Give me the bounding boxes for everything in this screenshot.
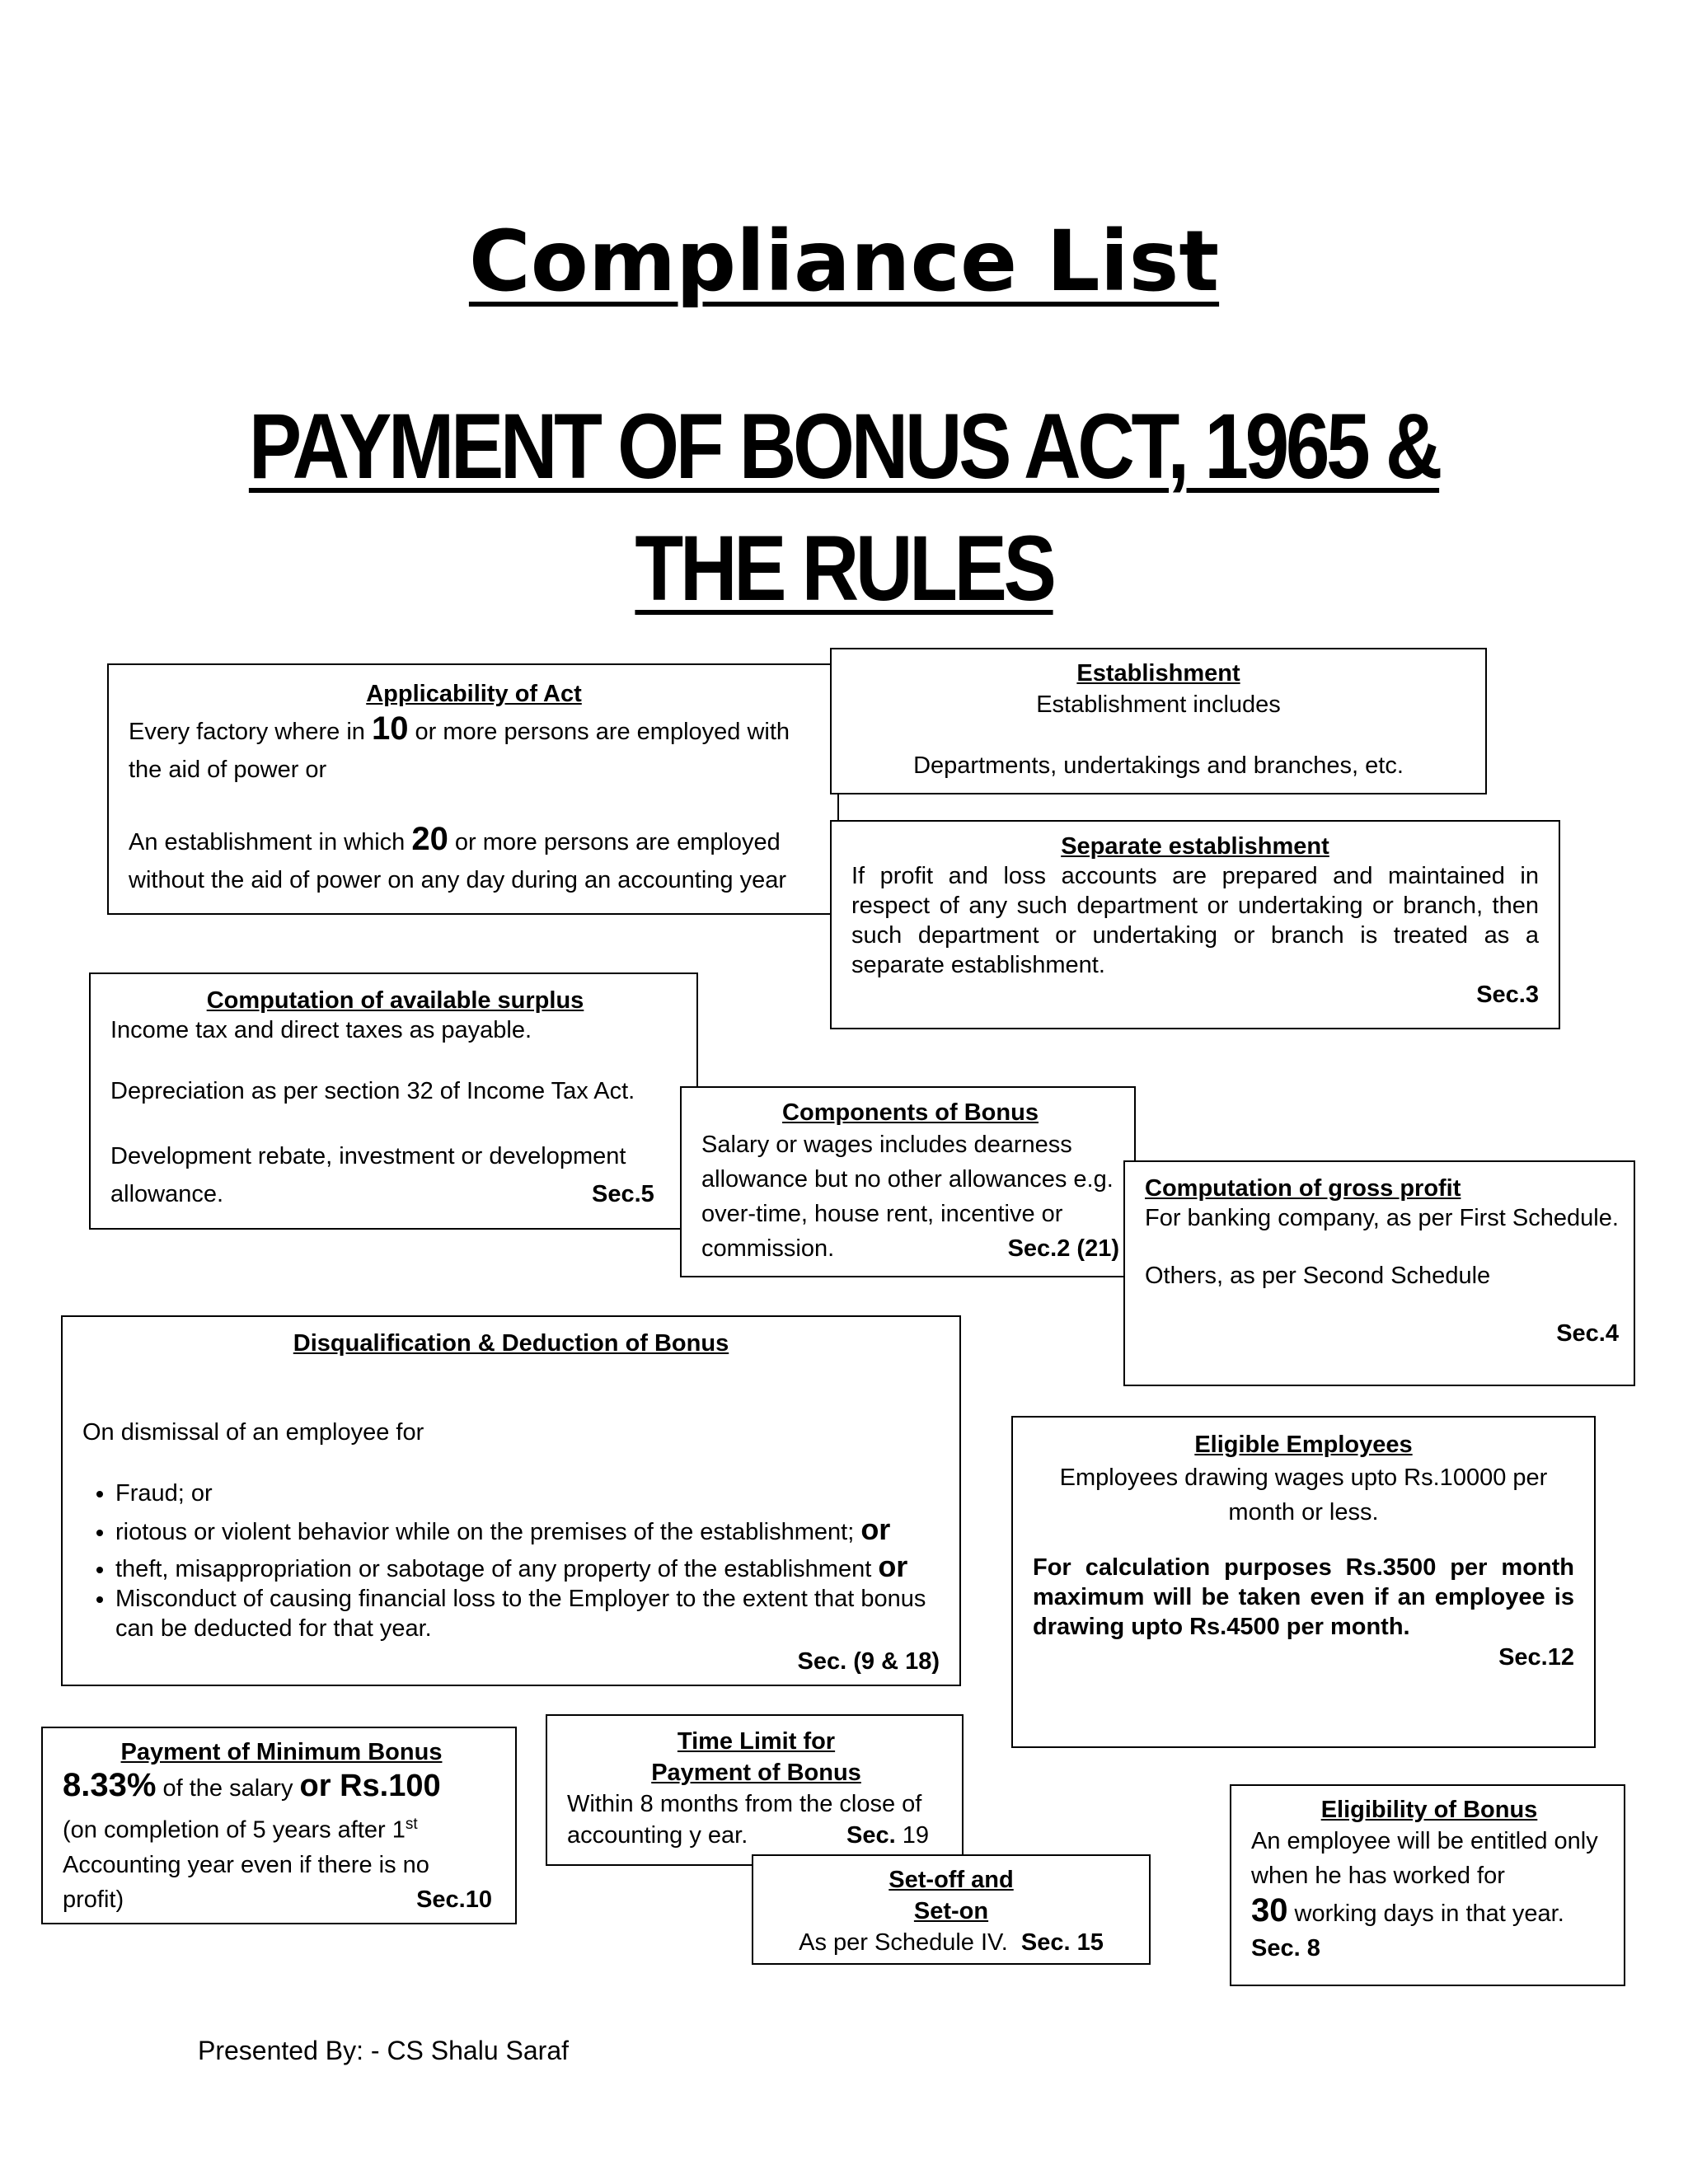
available-surplus-box (89, 972, 698, 1230)
available-surplus-section: Sec.5 (592, 1181, 654, 1207)
gross-profit-section: Sec.4 (1556, 1320, 1619, 1347)
components-of-bonus-box (680, 1086, 1136, 1277)
set-off-text: As per Schedule IV. Sec. 15 (799, 1929, 1104, 1956)
eligible-employees-box (1011, 1416, 1596, 1748)
gross-profit-heading: Computation of gross profit (1145, 1175, 1461, 1202)
working-days-30: 30 (1251, 1892, 1288, 1929)
set-off-heading-2: Set-on (913, 1898, 989, 1924)
separate-establishment-box (830, 820, 1560, 1029)
eligibility-of-bonus-heading: Eligibility of Bonus (1320, 1797, 1538, 1823)
surplus-item-depreciation: Depreciation as per section 32 of Income Tax Act. (110, 1078, 635, 1104)
list-item: • Fraud; or (115, 1479, 940, 1508)
time-limit-box (546, 1714, 964, 1866)
separate-establishment-text: If profit and loss accounts are prepared and maintained in respect of any such department or undertaking or branch, then such department or undertaking or branch is treated as a separate establishment. (851, 863, 1539, 978)
applicability-heading: Applicability of Act (366, 681, 582, 707)
employee-count-10: 10 (371, 710, 409, 747)
eligibility-of-bonus-section: Sec. 8 (1251, 1935, 1320, 1961)
eligible-employees-section: Sec.12 (1498, 1644, 1574, 1671)
disqualification-heading: Disqualification & Deduction of Bonus (293, 1330, 729, 1357)
disqualification-list (82, 1479, 940, 1643)
components-of-bonus-section: Sec.2 (21) (1007, 1235, 1119, 1262)
disqualification-box (61, 1315, 961, 1686)
establishment-line-2: Departments, undertakings and branches, etc. (913, 752, 1404, 779)
gross-profit-box (1123, 1160, 1635, 1386)
eligibility-of-bonus-box (1230, 1784, 1625, 1986)
minimum-bonus-box (41, 1727, 517, 1924)
establishment-box (830, 648, 1487, 794)
set-off-heading-1: Set-off and (889, 1867, 1014, 1893)
available-surplus-heading: Computation of available surplus (206, 987, 584, 1014)
establishment-line-1: Establishment includes (1036, 691, 1281, 718)
minimum-bonus-section: Sec.10 (416, 1886, 492, 1913)
gross-profit-others: Others, as per Second Schedule (1145, 1263, 1491, 1289)
surplus-item-income-tax: Income tax and direct taxes as payable. (110, 1017, 532, 1043)
set-off-section: Sec. 15 (1020, 1929, 1104, 1956)
page-title: Compliance List (468, 213, 1220, 311)
minimum-bonus-rate: 8.33% of the salary or Rs.100 (63, 1767, 441, 1803)
separate-establishment-section: Sec.3 (1476, 982, 1539, 1008)
page-subtitle (118, 386, 1569, 630)
eligible-employees-calculation: For calculation purposes Rs.3500 per month maximum will be taken even if an employee is drawing upto Rs.4500 per month. (1033, 1554, 1574, 1640)
presenter-credit: Presented By: - CS Shalu Saraf (198, 2036, 569, 2065)
surplus-item-development: Development rebate, investment or development allowance. (110, 1143, 626, 1207)
establishment-heading: Establishment (1076, 660, 1240, 687)
time-limit-heading-1: Time Limit for (677, 1728, 836, 1755)
eligible-employees-heading: Eligible Employees (1194, 1432, 1413, 1458)
eligibility-of-bonus-text: An employee will be entitled only when he has worked for 30 working days in that year. (1251, 1828, 1598, 1929)
list-item: • Misconduct of causing financial loss to the Employer to the extent that bonus can be deducted for that year. (115, 1584, 940, 1643)
applicability-establishment-text: An establishment in which 20 or more persons are employed without the aid of power on any day during an accounting year (129, 821, 787, 893)
time-limit-heading-2: Payment of Bonus (651, 1760, 861, 1786)
subtitle-line-1: PAYMENT OF BONUS ACT, 1965 & (248, 395, 1440, 498)
time-limit-text: Within 8 months from the close of accounting y ear. (567, 1791, 922, 1849)
components-of-bonus-heading: Components of Bonus (782, 1099, 1039, 1126)
minimum-bonus-note: (on completion of 5 years after 1st Accounting year even if there is no profit) (63, 1816, 429, 1913)
set-off-box (752, 1854, 1151, 1965)
time-limit-section: Sec. 19 (846, 1822, 929, 1849)
employee-count-20: 20 (411, 821, 448, 857)
gross-profit-banking: For banking company, as per First Schedule. (1145, 1205, 1619, 1231)
disqualification-section: Sec. (9 & 18) (797, 1648, 940, 1675)
list-item: • riotous or violent behavior while on the premises of the establishment; or (115, 1515, 940, 1547)
disqualification-intro: On dismissal of an employee for (82, 1419, 424, 1446)
applicability-factory-text: Every factory where in 10 or more persons are employed with the aid of power or (129, 710, 790, 783)
separate-establishment-heading: Separate establishment (1061, 833, 1329, 860)
minimum-bonus-heading: Payment of Minimum Bonus (120, 1739, 443, 1765)
eligible-employees-wage-limit: Employees drawing wages upto Rs.10000 per month or less. (1059, 1465, 1548, 1526)
list-item: • theft, misappropriation or sabotage of any property of the establishment or (115, 1552, 940, 1584)
applicability-box (107, 663, 839, 915)
subtitle-line-2: THE RULES (635, 517, 1053, 620)
components-of-bonus-text: Salary or wages includes dearness allowance but no other allowances e.g. over-time, house rent, incentive or commission. (701, 1132, 1114, 1262)
